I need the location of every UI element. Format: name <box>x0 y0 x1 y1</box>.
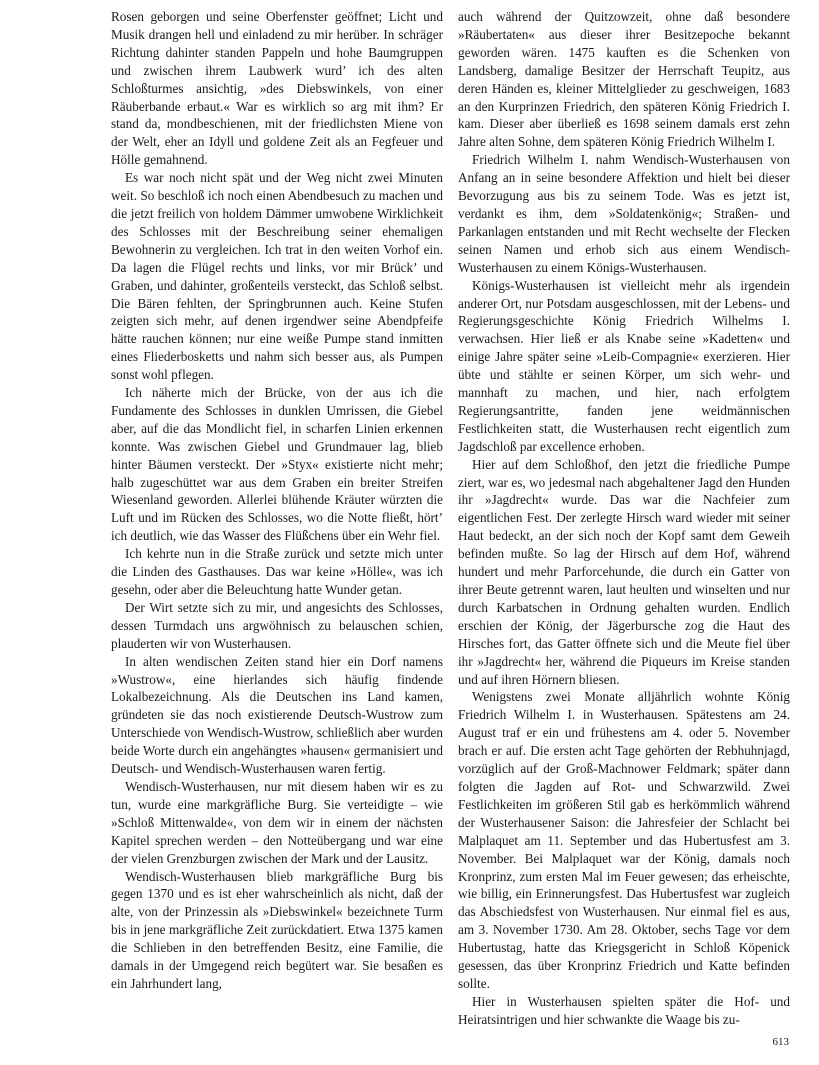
paragraph: Rosen geborgen und seine Oberfenster geöffnet; Licht und Musik drangen hell und einladend zu mir herüber. In schräger Richtung dahinter standen Pappeln und hohe Baumgruppen und zwischen ihrem Laubwerk wurd’ ich des alten Schloßturmes ansichtig, »des Diebswinkels, von einer Räuberbande erbaut.« War es wirklich so arg mit ihm? Er stand da, mondbeschienen, mit der friedlichsten Miene von der Welt, eher an Idyll und goldene Zeit als an Fegfeuer und Hölle gemahnend. <box>111 9 443 168</box>
paragraph: Hier auf dem Schloßhof, den jetzt die friedliche Pumpe ziert, war es, wo jedesmal nach abgehaltener Jagd den Hunden ihr »Jagdrecht« wurde. Das war die Nachfeier zum eigentlichen Fest. Der zerlegte Hirsch ward wieder mit seiner Haut bedeckt, an der sich noch der Kopf samt dem Geweih befinden mußte. So lag der Hirsch auf dem Hof, während hundert und mehr Parforcehunde, die durch ein Gatter von ihrer Beute getrennt waren, laut heulten und winselten und nur durch Karbatschen in Ordnung gehalten wurden. Endlich erschien der König, der Jägerbursche zog die Haut des Hirsches fort, das Gatter öffnete sich und die Meute fiel über ihr »Jagdrecht« her, während die Piqueurs im Kreise standen und auf ihren Hörnern bliesen. <box>458 456 790 687</box>
paragraph: Hier in Wusterhausen spielten später die Hof- und Heiratsintrigen und hier schwankte die Waage bis zu- <box>458 993 790 1027</box>
right-text-column <box>458 8 790 1029</box>
paragraph: Wendisch-Wusterhausen, nur mit diesem haben wir es zu tun, wurde eine markgräfliche Burg. Sie verteidigte – wie »Schloß Mittenwalde«, von dem wir in einem der nächsten Kapitel sprechen werden – den Notteübergang und war eine der vielen Grenzburgen zwischen der Mark und der Lausitz. <box>111 778 443 866</box>
page-number: 613 <box>772 1036 789 1048</box>
paragraph: In alten wendischen Zeiten stand hier ein Dorf namens »Wustrow«, eine hierlandes sich häufig findende Lokalbezeichnung. Als die Deutschen ins Land kamen, gründeten sie das noch existierende Deutsch-Wustrow zum Unterschiede von Wendisch-Wustrow, schließlich aber wurden beide Worte durch ein angehängtes »hausen« germanisiert und Deutsch- und Wendisch-Wusterhausen waren fertig. <box>111 653 443 777</box>
paragraph: Ich kehrte nun in die Straße zurück und setzte mich unter die Linden des Gasthauses. Das war keine »Hölle«, was ich gesehn, oder aber die Beleuchtung hatte Wunder getan. <box>111 546 443 597</box>
paragraph: auch während der Quitzowzeit, ohne daß besondere »Räubertaten« aus dieser ihrer Besitzepoche bekannt geworden wären. 1475 kauften es die Schenken von Landsberg, damalige Besitzer der Herrschaft Teupitz, aus deren Händen es, kleiner Mittelglieder zu geschweigen, 1683 an den Kurprinzen Friedrich, den späteren König Friedrich I. kam. Dieser aber überließ es 1698 seinem damals erst zehn Jahre alten Sohne, dem späteren König Friedrich Wilhelm I. <box>458 9 790 150</box>
paragraph: Es war noch nicht spät und der Weg nicht zwei Minuten weit. So beschloß ich noch einen Abendbesuch zu machen und die jetzt freilich von holdem Dämmer umwobene Wirklichkeit des Schlosses mit der Beschreibung seiner ehemaligen Bewohnerin zu vergleichen. Ich trat in den weiten Vorhof ein. Da lagen die Flügel rechts und links, vor mir Brück’ und Graben, und dahinter, großenteils versteckt, das Schloß selbst. Die Bären fehlten, der Springbrunnen auch. Keine Stufen zeigten sich mehr, auf denen irgendwer seine Abendpfeife hätte rauchen können; nur eine weiße Pumpe stand inmitten eines Fliederbosketts und nahm sich besser aus, als Pumpen sonst wohl pflegen. <box>111 170 443 383</box>
paragraph: Wendisch-Wusterhausen blieb markgräfliche Burg bis gegen 1370 und es ist eher wahrscheinlich als nicht, daß der alte, von der Prinzessin als »Diebswinkel« bezeichnete Turm bis in jene markgräfliche Zeit zurückdatiert. Etwa 1375 kamen die Schlieben in den betreffenden Besitz, eine Familie, die damals in der Umgegend reich begütert war. Sie besaßen es ein Jahrhundert lang, <box>111 868 443 991</box>
left-text-column <box>111 8 443 993</box>
paragraph: Wenigstens zwei Monate alljährlich wohnte König Friedrich Wilhelm I. in Wusterhausen. Spätestens am 24. August traf er ein und frühestens am 4. oder 5. November brach er auf. Die ersten acht Tage gehörten der Rebhuhnjagd, vorzüglich auf der Groß-Machnower Feldmark; später dann folgten die Jagden auf Rot- und Schwarzwild. Zwei Festlichkeiten im größeren Stil gab es herkömmlich während der Wusterhausener Saison: die Jahresfeier der Schlacht bei Malplaquet am 11. September und das Hubertusfest am 3. November. Bei Malplaquet war der König, damals noch Kronprinz, zum ersten Mal im Feuer gewesen; das erheischte, wie billig, ein Erinnerungsfest. Das Hubertusfest war zugleich das Abschiedsfest von Wusterhausen. Nur einmal fiel es aus, am 3. November 1730. Am 28. Oktober, sechs Tage vor dem Hubertustag, hatte das Kriegsgericht in Schloß Köpenick gesessen, das über Kronprinz Friedrich und Katte befinden sollte. <box>458 689 790 991</box>
paragraph: Der Wirt setzte sich zu mir, und angesichts des Schlosses, dessen Turmdach uns argwöhnisch zu belauschen schien, plauderten wir von Wusterhausen. <box>111 599 443 651</box>
paragraph: Königs-Wusterhausen ist vielleicht mehr als irgendein anderer Ort, nur Potsdam ausgeschlossen, mit der Lebens- und Regierungsgeschichte König Friedrich Wilhelms I. verwachsen. Hier ließ er als Knabe seine »Kadetten« und einige Jahre später seine »Leib-Compagnie« exerzieren. Hier übte und stählte er seinen Körper, um sich wehr- und mannhaft zu machen, und hier, nach erfolgtem Regierungsantritte, fanden jene weidmännischen Festlichkeiten statt, die Wusterhausen recht eigentlich zum Jagdschloß par excellence erhoben. <box>458 277 790 454</box>
paragraph: Friedrich Wilhelm I. nahm Wendisch-Wusterhausen von Anfang an in seine besondere Affektion und hielt bei dieser Bevorzugung aus bis zu seinem Tode. Was es jetzt ist, verdankt es ihm, dem »Soldatenkönig«; Straßen- und Parkanlagen entstanden und mit Recht wechselte der Flecken seinen Namen und erhob sich aus einem Wendisch-Wusterhausen zu einem Königs-Wusterhausen. <box>458 152 790 275</box>
paragraph: Ich näherte mich der Brücke, von der aus ich die Fundamente des Schlosses in dunklen Umrissen, die Giebel aber, auf die das Mondlicht fiel, in scharfen Linien erkennen konnte. Was zwischen Giebel und Grundmauer lag, blieb hinter Bäumen versteckt. Der »Styx« existierte nicht mehr; halb zugeschüttet war aus dem Graben ein breiter Streifen Wiesenland geworden. Allerlei blühende Kräuter würzten die Luft und im Rücken des Schlosses, wo die Notte fließt, hört’ ich deutlich, wie das Wasser des Flüßchens über ein Wehr fiel. <box>111 385 443 544</box>
